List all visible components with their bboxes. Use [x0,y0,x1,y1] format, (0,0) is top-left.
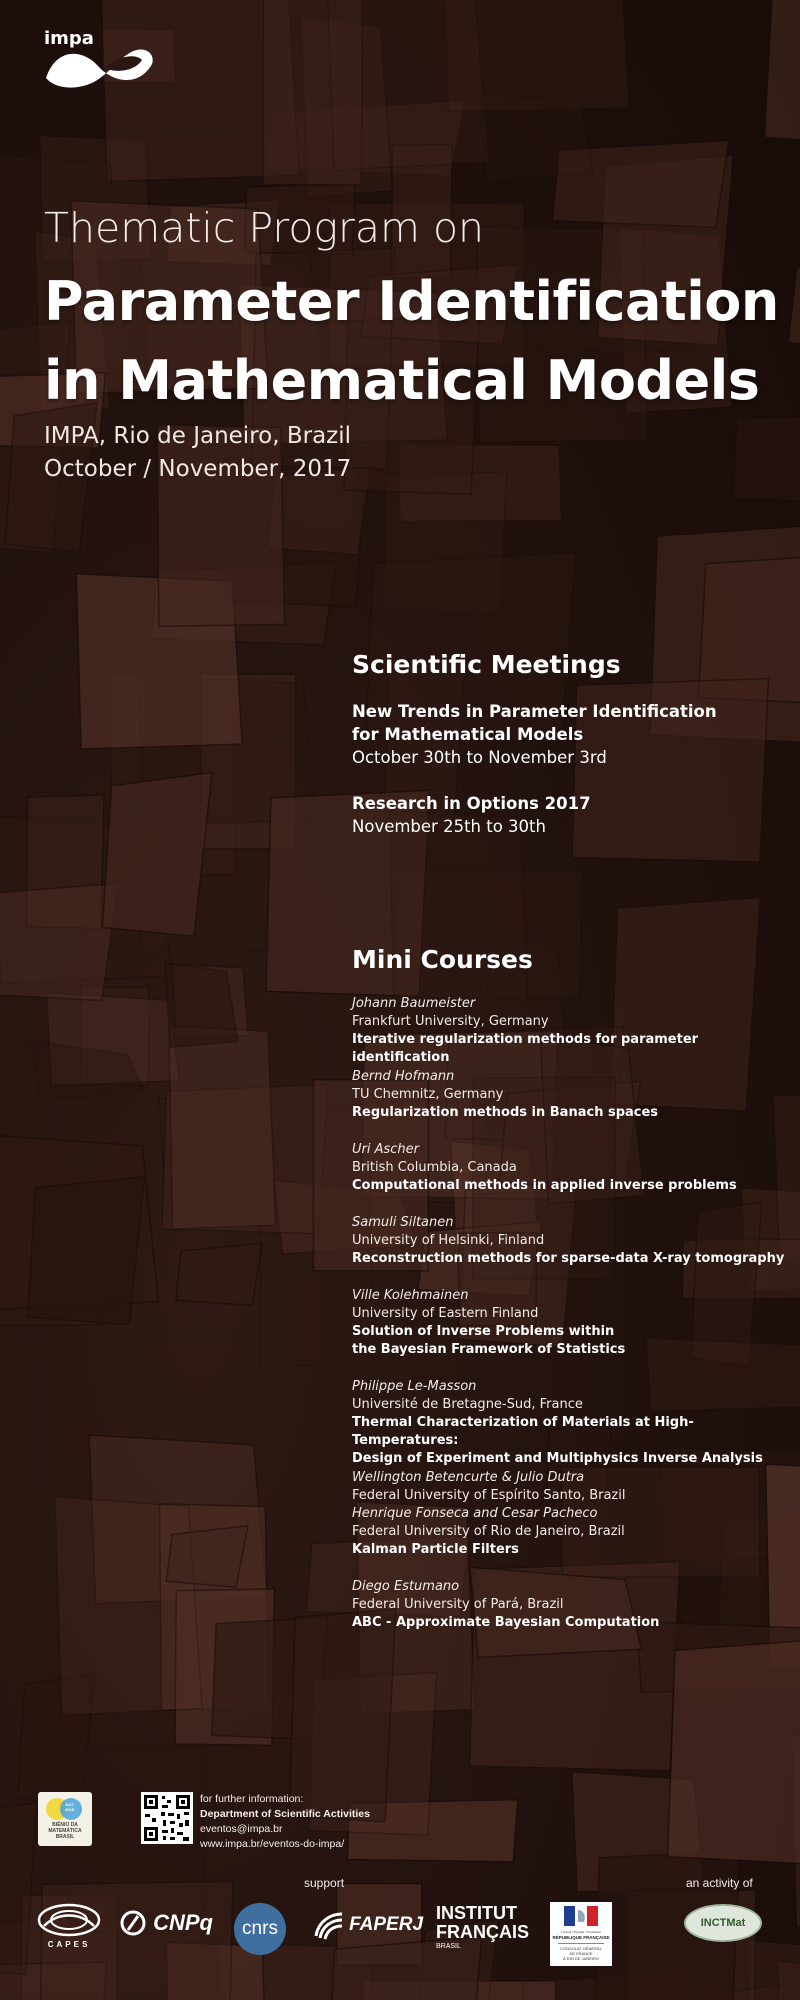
support-label: support [304,1876,345,1890]
course-title: Solution of Inverse Problems within [352,1324,615,1339]
course-title-line2: Design of Experiment and Multiphysics Inverse Analysis [352,1451,763,1466]
inctmat-label: INCTMat [700,1917,746,1929]
course-4 [352,1214,797,1268]
info-email[interactable]: eventos@impa.br [200,1823,283,1835]
course-1 [352,995,797,1067]
cnpq-label: CNPq [153,1910,213,1935]
mini-courses-heading: Mini Courses [352,945,533,974]
rf-motto: Liberté • Égalité • Fraternité [561,1930,601,1934]
course-speaker: Johann Baumeister [352,996,476,1011]
info-intro: for further information: [200,1793,304,1805]
course-title: Computational methods in applied inverse problems [352,1178,737,1193]
bienio-years: 2017 2018 [65,1802,74,1812]
faperj-label: FAPERJ [349,1914,424,1935]
course-affiliation: University of Eastern Finland [352,1306,539,1321]
course-title-line2: the Bayesian Framework of Statistics [352,1342,626,1357]
consulat-line1: CONSULAT GÉNÉRAL [560,1946,602,1951]
program-dates: October / November, 2017 [44,456,352,482]
capes-emblem-icon [36,1902,102,1938]
institut-country: BRASIL [436,1943,461,1950]
meeting-1-dates: October 30th to November 3rd [352,748,607,767]
program-location-dates [44,420,351,486]
further-info [200,1792,370,1852]
course-3 [352,1141,797,1195]
course-title: Thermal Characterization of Materials at High-Temperatures: [352,1415,694,1448]
course-speaker: Philippe Le-Masson [352,1379,477,1394]
scientific-meetings-heading: Scientific Meetings [352,650,621,679]
program-title-line1: Parameter Identification [44,270,779,333]
course-affiliation: University of Helsinki, Finland [352,1233,545,1248]
course-affiliation: Federal University of Espírito Santo, Brazil [352,1488,626,1503]
capes-logo [36,1902,102,1949]
course-affiliation-2: Federal University of Rio de Janeiro, Brazil [352,1524,625,1539]
institut-line2: FRANÇAIS [436,1922,529,1942]
impa-logo-text: impa [44,28,94,49]
cnpq-emblem-icon [118,1908,148,1938]
meeting-1 [352,700,717,769]
bienio-line2: MATEMÁTICA [48,1828,82,1834]
inctmat-logo [684,1904,762,1942]
bienio-line3: BRASIL [55,1834,75,1840]
meeting-2 [352,792,591,838]
capes-label: CAPES [47,1940,91,1949]
marianne-flag-icon [564,1906,598,1926]
program-intro: Thematic Program on [44,204,485,252]
course-title: Kalman Particle Filters [352,1542,519,1557]
institut-francais-logo [436,1904,529,1951]
course-speaker: Samuli Siltanen [352,1215,454,1230]
info-department: Department of Scientific Activities [200,1808,370,1820]
course-affiliation: Frankfurt University, Germany [352,1014,549,1029]
course-title: Reconstruction methods for sparse-data X-ray tomography [352,1251,785,1266]
course-5 [352,1287,797,1359]
meeting-2-dates: November 25th to 30th [352,817,546,836]
course-affiliation: Université de Bretagne-Sud, France [352,1397,583,1412]
course-speaker: Wellington Betencurte & Julio Dutra [352,1470,585,1485]
bienio-line1: BIÊNIO DA [52,1822,78,1828]
course-affiliation: British Columbia, Canada [352,1160,517,1175]
meeting-2-title: Research in Options 2017 [352,794,591,813]
consulat-line2: DE FRANCE [569,1951,593,1956]
course-speaker: Bernd Hofmann [352,1069,455,1084]
course-speaker-2: Henrique Fonseca and Cesar Pacheco [352,1506,598,1521]
cnrs-logo [234,1903,286,1955]
consulat-france-logo [550,1902,612,1966]
course-2 [352,1068,797,1122]
rf-name: RÉPUBLIQUE FRANÇAISE [552,1935,610,1940]
program-location: IMPA, Rio de Janeiro, Brazil [44,423,352,449]
info-url[interactable]: www.impa.br/eventos-do-impa/ [200,1838,345,1850]
meeting-1-title-line2: for Mathematical Models [352,725,584,744]
bienio-logo [38,1792,92,1846]
cnpq-logo [118,1908,213,1938]
course-speaker: Ville Kolehmainen [352,1288,469,1303]
consulat-line3: À RIO DE JANEIRO [562,1956,599,1961]
course-7 [352,1469,797,1559]
course-speaker: Uri Ascher [352,1142,419,1157]
course-speaker: Diego Estumano [352,1579,460,1594]
course-title: Regularization methods in Banach spaces [352,1105,659,1120]
course-title: Iterative regularization methods for parameter identification [352,1032,699,1065]
faperj-emblem-icon [312,1910,344,1940]
faperj-logo [312,1910,423,1940]
qr-code[interactable] [141,1792,193,1844]
course-8 [352,1578,797,1632]
course-title: ABC - Approximate Bayesian Computation [352,1615,660,1630]
program-title-line2: in Mathematical Models [44,349,760,412]
impa-logo-icon [42,40,157,92]
activity-label: an activity of [686,1876,753,1890]
course-affiliation: TU Chemnitz, Germany [352,1087,504,1102]
cnrs-label: cnrs [242,1918,278,1939]
course-affiliation: Federal University of Pará, Brazil [352,1597,564,1612]
program-title [44,262,784,420]
meeting-1-title-line1: New Trends in Parameter Identification [352,702,717,721]
course-6 [352,1378,797,1468]
institut-line1: INSTITUT [436,1903,517,1923]
